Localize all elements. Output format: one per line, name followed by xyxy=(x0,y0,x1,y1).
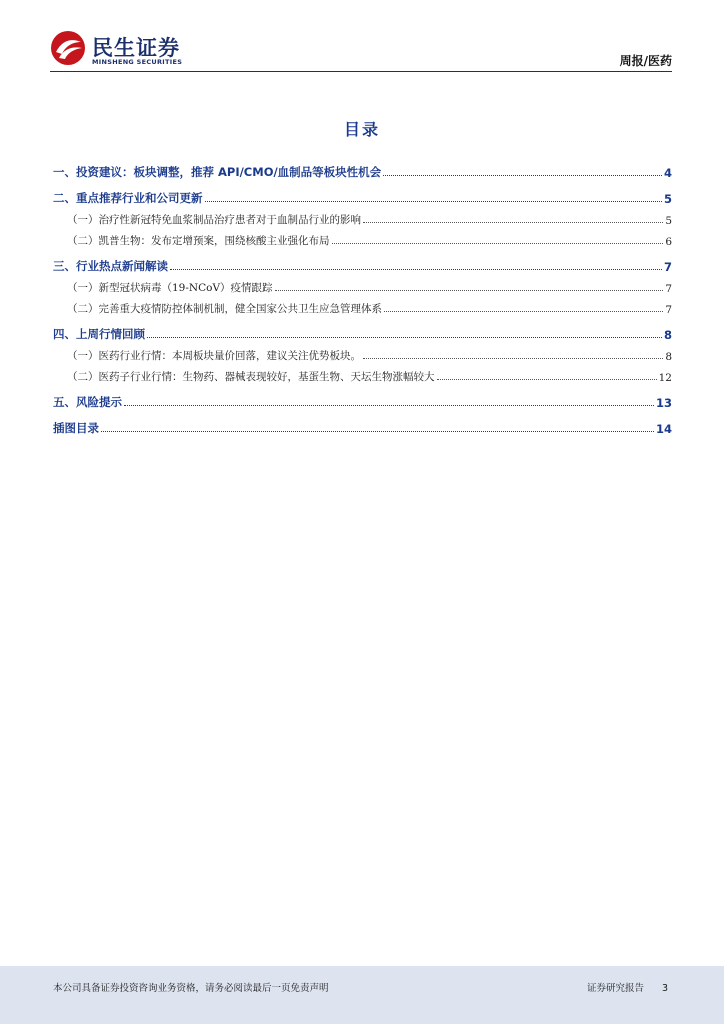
toc-entry-page: 12 xyxy=(658,372,672,384)
toc-entry-text: （一）治疗性新冠特免血浆制品治疗患者对于血制品行业的影响 xyxy=(67,214,361,226)
toc-leader-dots xyxy=(147,337,662,338)
toc-leader-dots xyxy=(383,175,662,176)
toc-entry-text: （一）新型冠状病毒（19-NCoV）疫情跟踪 xyxy=(67,282,273,294)
toc-title: 目录 xyxy=(343,120,380,139)
page-number: 3 xyxy=(661,983,668,994)
toc-entry[interactable] xyxy=(53,384,672,410)
toc-entry-page: 8 xyxy=(665,351,672,363)
toc-entry-page: 14 xyxy=(655,422,672,436)
minsheng-logo-icon xyxy=(50,30,86,66)
toc-entry[interactable] xyxy=(53,154,672,180)
toc-entry[interactable] xyxy=(53,342,672,363)
toc-leader-dots xyxy=(437,379,657,380)
toc-leader-dots xyxy=(205,201,662,202)
company-logo xyxy=(50,30,210,70)
footer-right xyxy=(587,980,668,994)
toc-entry-page: 13 xyxy=(655,396,672,410)
company-name-en: MINSHENG SECURITIES xyxy=(92,58,183,66)
toc-entry-page: 5 xyxy=(663,192,672,206)
toc-leader-dots xyxy=(124,405,654,406)
toc-entry-text: 三、行业热点新闻解读 xyxy=(53,259,168,273)
footer-disclaimer: 本公司具备证券投资咨询业务资格，请务必阅读最后一页免责声明 xyxy=(53,983,329,994)
toc-leader-dots xyxy=(363,222,663,223)
toc-entry-text: 四、上周行情回顾 xyxy=(53,327,145,341)
footer-report-type: 证券研究报告 xyxy=(586,983,644,994)
toc-entry-text: （二）医药子行业行情：生物药、器械表现较好，基蛋生物、天坛生物涨幅较大 xyxy=(67,371,435,383)
toc-entry-text: 一、投资建议：板块调整，推荐 API/CMO/血制品等板块性机会 xyxy=(53,165,382,179)
toc-entry-text: （二）完善重大疫情防控体制机制，健全国家公共卫生应急管理体系 xyxy=(67,303,382,315)
toc-entry-page: 5 xyxy=(665,215,672,227)
toc-leader-dots xyxy=(275,290,664,291)
toc-entry-page: 7 xyxy=(665,283,672,295)
toc-entry-page: 8 xyxy=(663,328,672,342)
toc-entry-text: 插图目录 xyxy=(53,421,99,435)
report-tag: 周报/医药 xyxy=(619,54,672,68)
page-footer xyxy=(0,966,724,1024)
toc-leader-dots xyxy=(170,269,662,270)
toc-entry[interactable] xyxy=(53,316,672,342)
toc-entry[interactable] xyxy=(53,248,672,274)
toc-entry-text: （一）医药行业行情：本周板块量价回落，建议关注优势板块。 xyxy=(67,350,361,362)
toc-entry-page: 4 xyxy=(663,166,672,180)
toc-entry[interactable] xyxy=(53,363,672,384)
page-header xyxy=(0,0,724,80)
toc-entry[interactable] xyxy=(53,410,672,436)
toc-leader-dots xyxy=(363,358,663,359)
table-of-contents xyxy=(53,154,672,436)
header-divider xyxy=(50,71,672,72)
toc-entry-page: 7 xyxy=(665,304,672,316)
toc-entry[interactable] xyxy=(53,295,672,316)
toc-leader-dots xyxy=(101,431,654,432)
toc-entry[interactable] xyxy=(53,206,672,227)
toc-entry[interactable] xyxy=(53,180,672,206)
toc-leader-dots xyxy=(332,243,664,244)
company-name-cn: 民生证券 xyxy=(92,36,180,60)
toc-entry[interactable] xyxy=(53,274,672,295)
toc-entry-text: 二、重点推荐行业和公司更新 xyxy=(53,191,203,205)
toc-entry-page: 7 xyxy=(663,260,672,274)
toc-entry-text: 五、风险提示 xyxy=(53,395,122,409)
toc-entry[interactable] xyxy=(53,227,672,248)
toc-entry-page: 6 xyxy=(665,236,672,248)
toc-entry-text: （二）凯普生物：发布定增预案，围绕核酸主业强化布局 xyxy=(67,235,330,247)
toc-leader-dots xyxy=(384,311,663,312)
